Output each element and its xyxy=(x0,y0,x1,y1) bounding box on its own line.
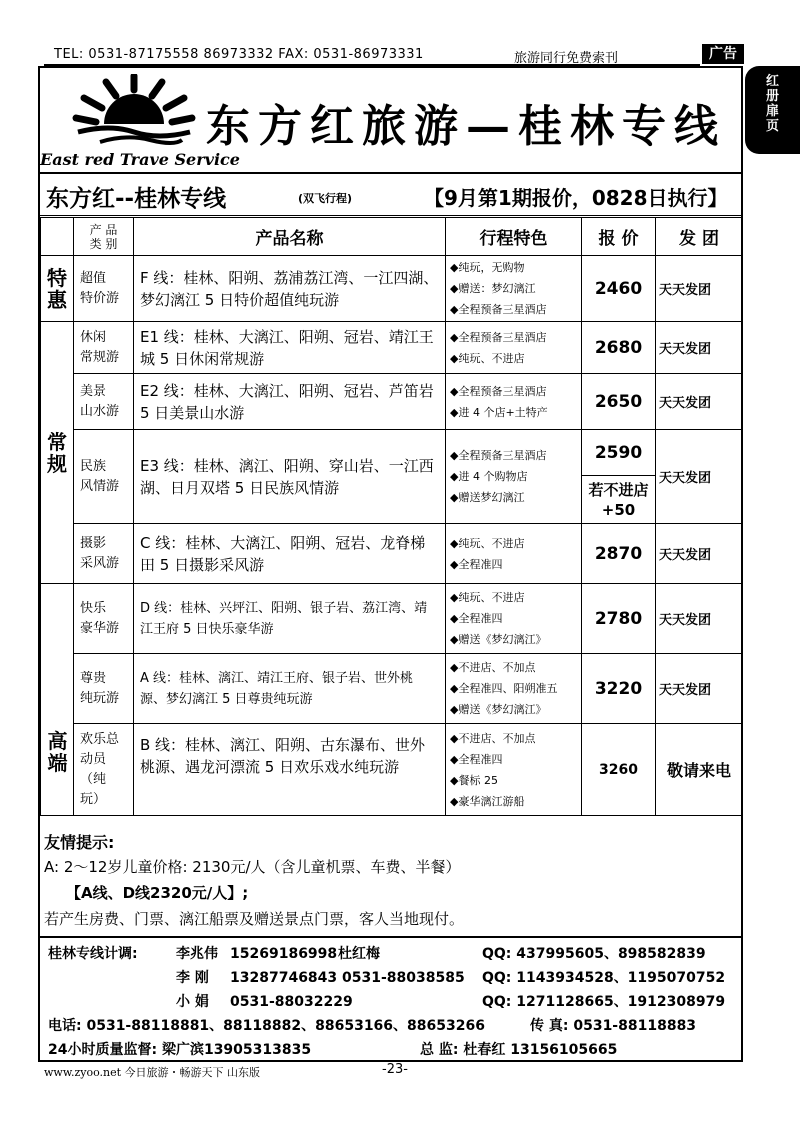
row-departure: 天天发团 xyxy=(656,256,743,322)
row-price: 3220 xyxy=(582,654,656,724)
feature-item: ◆全程准四 xyxy=(450,612,503,625)
feature-item: ◆全程准四、阳朔准五 xyxy=(450,682,558,695)
feature-item: ◆全程预备三星酒店 xyxy=(450,303,547,316)
contact-row xyxy=(48,1014,738,1038)
header-category xyxy=(74,218,134,256)
top-bar xyxy=(44,44,744,66)
header-price: 报 价 xyxy=(582,218,656,256)
row-product-name: B 线：桂林、漓江、阳朔、古东瀑布、世外桃源、遇龙河漂流 5 日欢乐戏水纯玩游 xyxy=(134,724,446,816)
tips-section xyxy=(44,832,739,932)
category-line: 超值 xyxy=(80,270,107,286)
header-name: 产品名称 xyxy=(134,218,446,256)
heading-title: 东方红--桂林专线 xyxy=(46,186,227,212)
table-row xyxy=(41,374,743,430)
row-price: 2780 xyxy=(582,584,656,654)
row-category xyxy=(74,654,134,724)
contacts-section xyxy=(48,942,738,1062)
row-price: 2460 xyxy=(582,256,656,322)
contact-phone: 15269186998 xyxy=(230,946,338,962)
logo-area xyxy=(40,68,742,170)
contact-fax: 传 真: 0531-88118883 xyxy=(530,1018,697,1034)
feature-item: ◆进 4 个购物店 xyxy=(450,470,528,483)
category-line: 特价游 xyxy=(80,290,120,306)
feature-item: ◆赠送《梦幻漓江》 xyxy=(450,703,547,716)
table-row xyxy=(41,430,743,476)
feature-item: ◆全程准四 xyxy=(450,557,503,571)
category-line: 民族 xyxy=(80,458,107,474)
row-product-name: E2 线：桂林、大漓江、阳朔、冠岩、芦笛岩 5 日美景山水游 xyxy=(134,374,446,430)
row-category xyxy=(74,430,134,524)
row-departure: 敬请来电 xyxy=(656,724,743,816)
row-category xyxy=(74,724,134,816)
row-category xyxy=(74,322,134,374)
feature-item: ◆不进店、不加点 xyxy=(450,661,536,674)
table-row xyxy=(41,322,743,374)
category-line: 休闲 xyxy=(80,329,107,345)
category-line: 山水游 xyxy=(80,403,120,419)
row-departure: 天天发团 xyxy=(656,654,743,724)
feature-item: ◆纯玩、不进店 xyxy=(450,591,525,604)
row-departure: 天天发团 xyxy=(656,430,743,524)
feature-item: ◆全程准四 xyxy=(450,752,503,766)
group-char: 端 xyxy=(47,751,68,775)
contact-row xyxy=(48,990,738,1014)
row-product-name: D 线：桂林、兴坪江、阳朔、银子岩、荔江湾、靖江王府 5 日快乐豪华游 xyxy=(134,584,446,654)
feature-item: ◆进 4 个店+土特产 xyxy=(450,405,548,419)
row-product-name: E3 线：桂林、漓江、阳朔、穿山岩、一江西湖、日月双塔 5 日民族风情游 xyxy=(134,430,446,524)
category-line: 风情游 xyxy=(80,478,120,494)
row-price: 2680 xyxy=(582,322,656,374)
category-line: （纯 xyxy=(80,771,107,787)
tips-line: 若产生房费、门票、漓江船票及赠送景点门票，客人当地现付。 xyxy=(44,910,465,928)
feature-item: ◆全程预备三星酒店 xyxy=(450,330,547,344)
row-departure: 天天发团 xyxy=(656,584,743,654)
contact-row xyxy=(48,966,738,990)
contact-supervision: 24小时质量监督: 梁广滨13905313835 xyxy=(48,1042,312,1058)
row-price-note: 若不进店+50 xyxy=(582,476,656,524)
row-price: 2650 xyxy=(582,374,656,430)
category-line: 纯玩游 xyxy=(80,690,120,706)
table-row xyxy=(41,584,743,654)
table-header-row xyxy=(41,218,743,256)
table-row xyxy=(41,654,743,724)
table-row xyxy=(41,256,743,322)
group-char: 高 xyxy=(47,729,68,753)
row-product-name: C 线：桂林、大漓江、阳朔、冠岩、龙脊梯田 5 日摄影采风游 xyxy=(134,524,446,584)
row-features xyxy=(446,322,582,374)
row-features xyxy=(446,584,582,654)
feature-item: ◆纯玩，无购物 xyxy=(450,261,525,274)
logo-title: 东方红旅游—桂林专线 xyxy=(206,101,726,152)
contacts-label: 桂林专线计调: xyxy=(48,946,138,962)
category-line: 动员 xyxy=(80,751,107,767)
category-line: 玩） xyxy=(80,791,107,807)
footer-site: www.zyoo.net 今日旅游・畅游天下 山东版 xyxy=(44,1066,261,1079)
row-price: 2590 xyxy=(582,430,656,476)
tips-line: 【A线、D线2320元/人】; xyxy=(66,884,249,902)
contact-extra: 杜红梅 xyxy=(338,946,380,962)
feature-item: ◆纯玩、不进店 xyxy=(450,351,525,365)
feature-item: ◆不进店、不加点 xyxy=(450,731,536,745)
category-line: 采风游 xyxy=(80,555,120,571)
group-premium-cell xyxy=(41,584,74,816)
row-departure: 天天发团 xyxy=(656,524,743,584)
row-product-name: F 线：桂林、阳朔、荔浦荔江湾、一江四湖、梦幻漓江 5 日特价超值纯玩游 xyxy=(134,256,446,322)
side-tab-char: 扉 xyxy=(765,104,779,119)
row-category xyxy=(74,374,134,430)
group-char: 规 xyxy=(47,451,67,476)
group-premium xyxy=(41,730,74,774)
contact-qq: QQ: 1271128665、1912308979 xyxy=(482,994,726,1010)
contact-phone: 0531-88032229 xyxy=(230,994,353,1010)
row-departure: 天天发团 xyxy=(656,322,743,374)
ad-label: 广告 xyxy=(702,44,744,64)
feature-item: ◆纯玩、不进店 xyxy=(450,536,525,550)
table-row xyxy=(41,524,743,584)
page-number: -23- xyxy=(382,1062,408,1077)
row-price: 2870 xyxy=(582,524,656,584)
sun-logo-icon xyxy=(70,74,198,148)
side-tab-char: 红 xyxy=(765,74,779,89)
header-category-line: 产 品 xyxy=(89,222,118,237)
contact-row xyxy=(48,942,738,966)
contact-name: 小 娟 xyxy=(176,994,209,1010)
side-tab-char: 册 xyxy=(765,89,779,104)
row-features xyxy=(446,256,582,322)
header-contact: TEL: 0531-87175558 86973332 FAX: 0531-86973331 xyxy=(54,47,424,62)
row-product-name: A 线：桂林、漓江、靖江王府、银子岩、世外桃源、梦幻漓江 5 日尊贵纯玩游 xyxy=(134,654,446,724)
category-line: 欢乐总 xyxy=(80,731,120,747)
contact-phone: 13287746843 0531-88038585 xyxy=(230,970,465,986)
contact-name: 李 刚 xyxy=(176,970,209,986)
header-category-line: 类 别 xyxy=(89,236,118,251)
group-special xyxy=(41,256,74,322)
category-line: 美景 xyxy=(80,383,107,399)
row-category xyxy=(74,524,134,584)
feature-item: ◆餐标 25 xyxy=(450,773,498,787)
heading-note: (双飞行程) xyxy=(298,192,353,205)
row-product-name: E1 线：桂林、大漓江、阳朔、冠岩、靖江王城 5 日休闲常规游 xyxy=(134,322,446,374)
row-features xyxy=(446,374,582,430)
row-features xyxy=(446,654,582,724)
group-char: 特 xyxy=(47,265,67,290)
contact-qq: QQ: 437995605、898582839 xyxy=(482,946,706,962)
category-line: 摄影 xyxy=(80,535,107,551)
row-category xyxy=(74,584,134,654)
logo-subtitle: East red Trave Service xyxy=(40,150,240,169)
row-price: 3260 xyxy=(582,724,656,816)
category-line: 豪华游 xyxy=(80,620,120,636)
tips-divider xyxy=(40,936,742,938)
row-category xyxy=(74,256,134,322)
feature-item: ◆全程预备三星酒店 xyxy=(450,384,547,398)
contact-row xyxy=(48,1038,738,1062)
group-char: 常 xyxy=(47,429,67,454)
tips-title: 友情提示: xyxy=(44,833,115,852)
group-regular xyxy=(41,322,74,584)
contact-tel: 电话: 0531-88118881、88118882、88653166、88653266 xyxy=(48,1018,485,1034)
contact-name: 李兆伟 xyxy=(176,946,218,962)
side-tab-char: 页 xyxy=(765,119,779,134)
offer-heading xyxy=(40,172,742,216)
heading-period: 【9月第1期报价，0828日执行】 xyxy=(424,186,728,210)
header-departure: 发 团 xyxy=(656,218,743,256)
category-line: 快乐 xyxy=(80,600,107,616)
tips-line: A: 2～12岁儿童价格: 2130元/人（含儿童机票、车费、半餐） xyxy=(44,858,461,876)
header-features: 行程特色 xyxy=(446,218,582,256)
feature-item: ◆全程预备三星酒店 xyxy=(450,449,547,462)
contact-manager: 总 监: 杜春红 13156105665 xyxy=(420,1042,618,1058)
feature-item: ◆豪华漓江游船 xyxy=(450,794,525,808)
header-blank xyxy=(41,218,74,256)
row-features xyxy=(446,524,582,584)
side-tab xyxy=(745,66,800,154)
row-features xyxy=(446,430,582,524)
group-char: 惠 xyxy=(47,287,67,312)
row-departure: 天天发团 xyxy=(656,374,743,430)
category-line: 尊贵 xyxy=(80,670,107,686)
header-slogan: 旅游同行免费索刊 xyxy=(514,51,619,66)
feature-item: ◆赠送《梦幻漓江》 xyxy=(450,633,547,646)
feature-item: ◆赠送：梦幻漓江 xyxy=(450,282,536,295)
table-row xyxy=(41,724,743,816)
contact-qq: QQ: 1143934528、1195070752 xyxy=(482,970,726,986)
category-line: 常规游 xyxy=(80,349,120,365)
row-features xyxy=(446,724,582,816)
feature-item: ◆赠送梦幻漓江 xyxy=(450,491,525,504)
price-table xyxy=(40,217,743,816)
